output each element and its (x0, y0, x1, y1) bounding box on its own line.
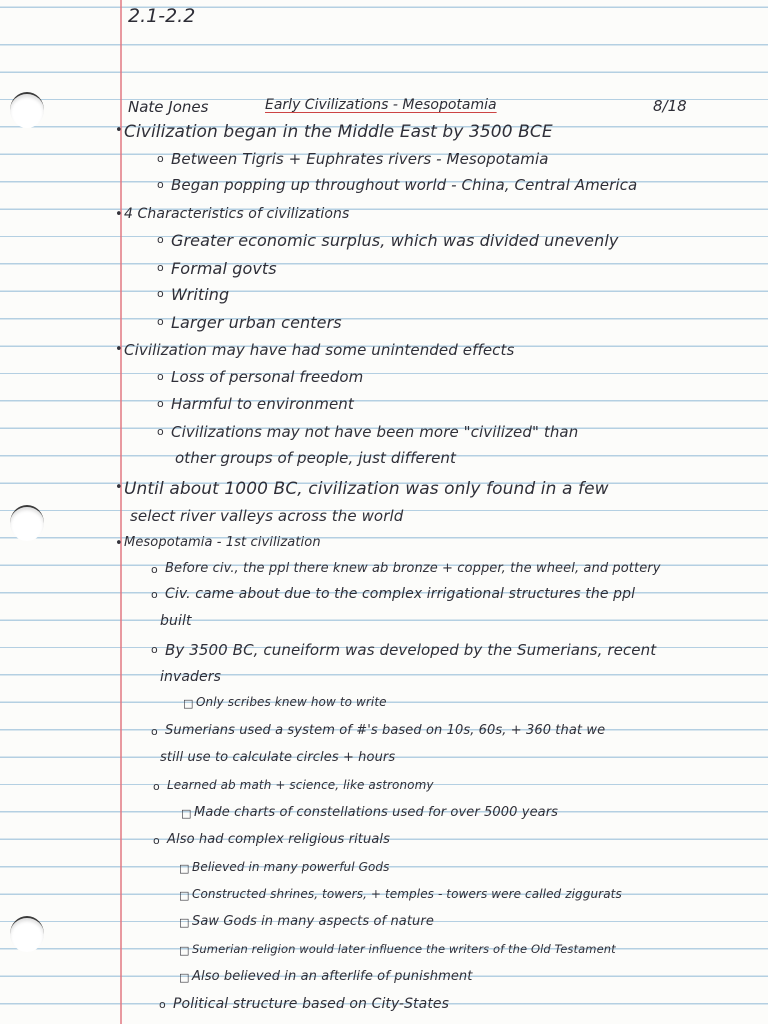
note-text: Believed in many powerful Gods (192, 860, 390, 874)
note-text: Civilization may have had some unintended effects (124, 341, 515, 359)
note-text: still use to calculate circles + hours (160, 750, 396, 765)
circle-marker: o (157, 397, 164, 410)
note-text: Sumerians used a system of #'s based on 10s, 60s, + 360 that we (165, 723, 606, 738)
note-text: Sumerian religion would later influence the writers of the Old Testament (192, 942, 616, 956)
square-marker: □ (179, 889, 190, 902)
note-line (180, 942, 616, 956)
note-line (115, 341, 515, 359)
note-line (158, 423, 578, 441)
note-text: Civilizations may not have been more "civilized" than (171, 423, 579, 441)
note-line (158, 285, 229, 304)
note-line (180, 860, 389, 874)
bullet-marker: • (115, 123, 123, 138)
binder-hole-middle (10, 505, 44, 541)
note-line (115, 479, 609, 499)
note-text: Began popping up throughout world - China, Central America (171, 176, 638, 194)
note-line-continued (160, 750, 395, 765)
note-line (158, 176, 637, 194)
square-marker: □ (179, 916, 190, 929)
note-line (182, 805, 558, 820)
note-line (152, 641, 656, 659)
note-text: Constructed shrines, towers, + temples - towers were called ziggurats (192, 887, 622, 901)
note-line (115, 535, 321, 551)
circle-marker: o (157, 178, 164, 191)
note-text: Loss of personal freedom (171, 368, 364, 386)
note-line (115, 122, 553, 142)
note-text: Civ. came about due to the complex irrigational structures the ppl (165, 586, 636, 602)
note-line (180, 887, 622, 901)
note-text: invaders (160, 669, 221, 685)
circle-marker: o (151, 643, 158, 656)
circle-marker: o (157, 233, 164, 246)
note-line (158, 368, 363, 386)
note-text: Made charts of constellations used for over 5000 years (194, 805, 559, 820)
note-line-continued (160, 613, 192, 629)
note-line (180, 914, 434, 929)
square-marker: □ (179, 971, 190, 984)
circle-marker: o (153, 834, 160, 847)
student-name: Nate Jones (128, 98, 209, 116)
note-text: Also believed in an afterlife of punishment (192, 969, 473, 984)
note-text: Political structure based on City-States (173, 996, 450, 1012)
circle-marker: o (159, 998, 166, 1011)
note-text: Civilization began in the Middle East by 3500 BCE (124, 122, 553, 142)
date-range: 2.1-2.2 (128, 5, 196, 27)
note-line (158, 313, 342, 332)
circle-marker: o (157, 261, 164, 274)
circle-marker: o (157, 315, 164, 328)
note-line (152, 723, 605, 738)
bullet-marker: • (115, 207, 123, 222)
note-line-continued (130, 507, 403, 525)
note-text: Until about 1000 BC, civilization was only found in a few (124, 479, 609, 499)
note-line (152, 586, 635, 602)
note-line (158, 150, 549, 168)
circle-marker: o (153, 780, 160, 793)
bullet-marker: • (115, 342, 123, 357)
bullet-marker: • (115, 480, 123, 495)
circle-marker: o (157, 287, 164, 300)
note-text: Learned ab math + science, like astronomy (167, 778, 434, 792)
note-text: Harmful to environment (171, 395, 354, 413)
circle-marker: o (157, 370, 164, 383)
note-line-continued (160, 669, 221, 685)
note-line (158, 395, 354, 413)
bullet-marker: • (115, 536, 123, 551)
note-text: Only scribes knew how to write (196, 695, 387, 709)
note-line (115, 206, 350, 222)
note-line (184, 695, 387, 709)
circle-marker: o (157, 425, 164, 438)
note-line (158, 259, 277, 278)
note-text: Greater economic surplus, which was divided unevenly (171, 231, 619, 250)
square-marker: □ (183, 697, 194, 710)
note-text: By 3500 BC, cuneiform was developed by the Sumerians, recent (165, 641, 657, 659)
note-text: Between Tigris + Euphrates rivers - Mesopotamia (171, 150, 549, 168)
square-marker: □ (179, 944, 190, 957)
note-text: Before civ., the ppl there knew ab bronze + copper, the wheel, and pottery (165, 561, 661, 576)
binder-hole-top (10, 92, 44, 128)
note-line (154, 832, 390, 847)
page-title: Early Civilizations - Mesopotamia (265, 97, 497, 113)
note-text: Also had complex religious rituals (167, 832, 390, 847)
note-text: Mesopotamia - 1st civilization (124, 535, 321, 550)
note-text: Writing (171, 285, 230, 304)
note-line (154, 778, 434, 792)
note-text: Saw Gods in many aspects of nature (192, 914, 434, 929)
note-text: built (160, 613, 192, 629)
square-marker: □ (179, 862, 190, 875)
note-line (158, 231, 618, 250)
square-marker: □ (181, 807, 192, 820)
note-line (180, 969, 472, 984)
circle-marker: o (157, 152, 164, 165)
note-text: select river valleys across the world (130, 507, 404, 525)
note-text: Larger urban centers (171, 313, 342, 332)
note-line (152, 561, 661, 576)
note-text: other groups of people, just different (175, 449, 457, 467)
margin-line (120, 0, 122, 1024)
note-line (160, 996, 449, 1012)
circle-marker: o (151, 588, 158, 601)
note-text: Formal govts (171, 259, 277, 278)
circle-marker: o (151, 725, 158, 738)
circle-marker: o (151, 563, 158, 576)
page-date: 8/18 (653, 97, 687, 115)
note-line-continued (175, 449, 456, 467)
note-text: 4 Characteristics of civilizations (124, 206, 350, 222)
binder-hole-bottom (10, 916, 44, 952)
